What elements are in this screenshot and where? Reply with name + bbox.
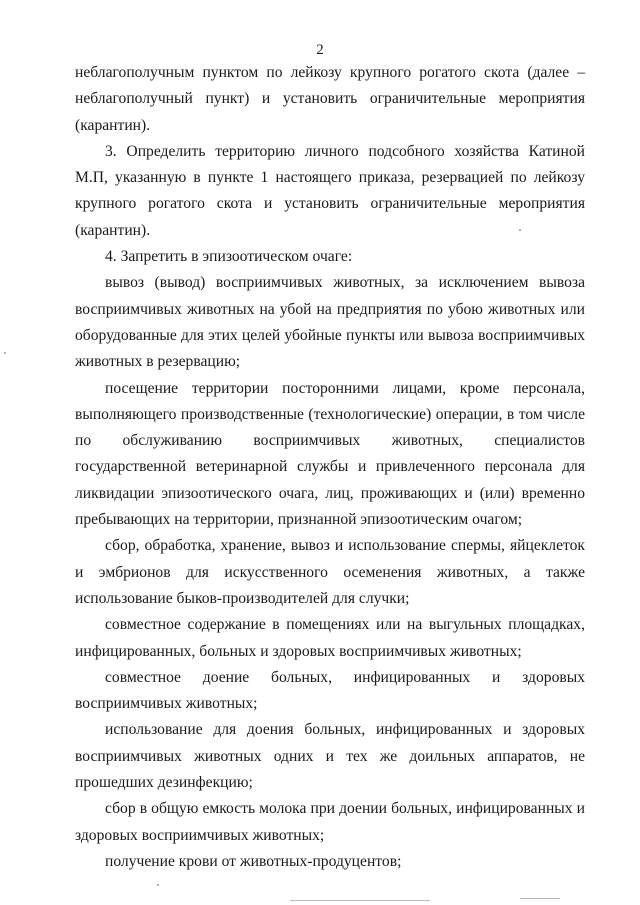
- paragraph-1: неблагополучным пунктом по лейкозу крупного рогатого скота (далее – неблагополучный пункт) и установить ограничительные мероприятия (карантин).: [75, 64, 585, 134]
- paragraph-6: сбор, обработка, хранение, вывоз и использование спермы, яйцеклеток и эмбрионов для искусственного осеменения животных, а также использование быков-производителей для случки;: [75, 537, 585, 607]
- paragraph-4: вывоз (вывод) восприимчивых животных, за исключением вывоза восприимчивых животных на убой на предприятия по убою животных или оборудованные для этих целей убойные пункты или вывоза восприимчивых животных в резервацию;: [75, 274, 585, 371]
- document-body: [75, 60, 585, 875]
- scan-speck: [4, 352, 6, 354]
- paragraph-5: посещение территории посторонними лицами, кроме персонала, выполняющего производственные (технологические) операции, в том числе по обслуживанию восприимчивых животных, специалистов государственной ветеринарной службы и привлеченного персонала для ликвидации эпизоотического очага, лиц, проживающих и (или) временно пребывающих на территории, признанной эпизоотическим очагом;: [75, 379, 585, 529]
- scan-speck: [519, 229, 521, 231]
- scan-edge-line: [520, 898, 560, 899]
- page-number: 2: [316, 42, 324, 58]
- paragraph-2: 3. Определить территорию личного подсобного хозяйства Катиной М.П, указанную в пункте 1 настоящего приказа, резервацией по лейкозу крупного рогатого скота и установить ограничительные мероприятия (карантин).: [75, 142, 585, 239]
- scan-edge-line: [290, 900, 430, 901]
- paragraph-7: совместное содержание в помещениях или на выгульных площадках, инфицированных, больных и здоровых восприимчивых животных;: [75, 616, 585, 660]
- paragraph-8: совместное доение больных, инфицированных и здоровых восприимчивых животных;: [75, 668, 585, 713]
- paragraph-3: 4. Запретить в эпизоотическом очаге:: [105, 248, 353, 266]
- paragraph-10: сбор в общую емкость молока при доении больных, инфицированных и здоровых восприимчивых животных;: [75, 800, 585, 844]
- scan-speck: [157, 884, 159, 886]
- paragraph-9: использование для доения больных, инфицированных и здоровых восприимчивых животных одних и тех же доильных аппаратов, не прошедших дезинфекцию;: [75, 721, 585, 792]
- paragraph-11: получение крови от животных-продуцентов;: [105, 852, 402, 870]
